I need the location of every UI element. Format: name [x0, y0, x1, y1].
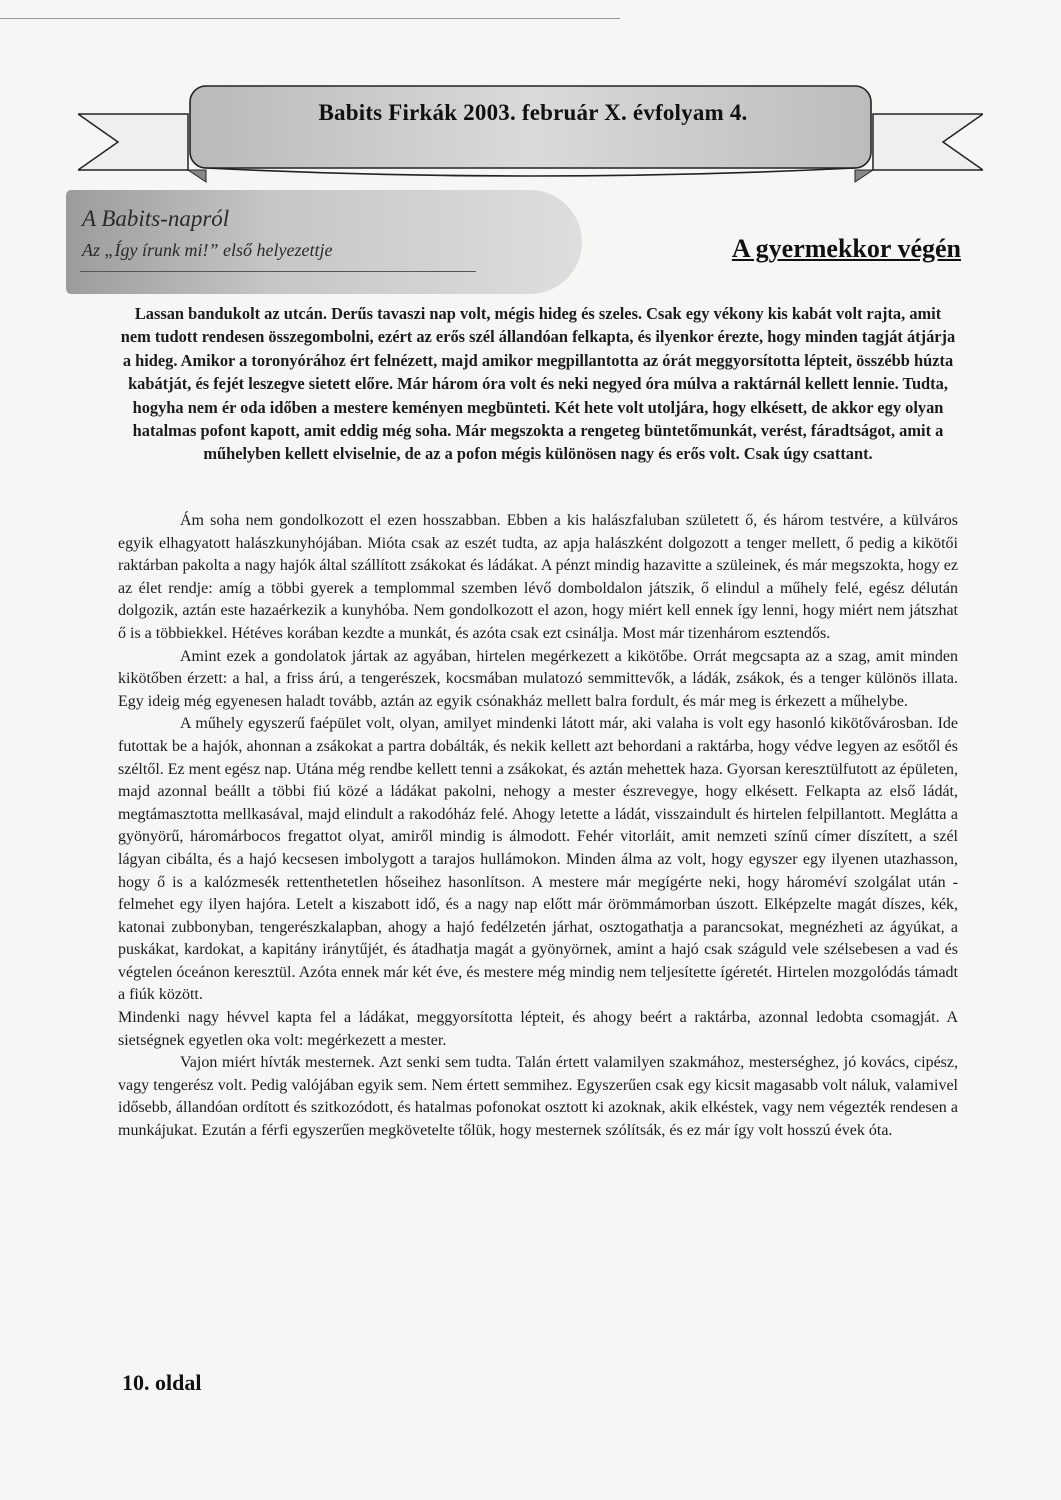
body-paragraph: Vajon miért hívták mesternek. Azt senki sem tudta. Talán értett valamilyen szakmához, mesterséghez, jó kovács, cipész, vagy tengerész volt. Pedig valójában egyik sem. Nem értett semmihez. Egyszerűen csak egy kicsit magasabb volt náluk, valamivel idősebb, állandóan ordított és szitkozódott, és hatalmas pofonokat osztott ki azoknak, akik elkéstek, vagy nem végezték rendesen a munkájukat. Ezután a férfi egyszerűen megkövetelte tőlük, hogy mesternek szólítsák, és ez már így volt hosszú évek óta. [118, 1054, 958, 1140]
article-title: A gyermekkor végén [731, 234, 961, 263]
page-number: 10. oldal [122, 1370, 202, 1395]
section-subtitle: Az „Így írunk mi!” első helyezettje [82, 240, 333, 260]
article-body [118, 510, 958, 1143]
body-paragraph: Amint ezek a gondolatok jártak az agyában, hirtelen megérkezett a kikötőbe. Orrát megcsapta az a szag, amit minden kikötőben érzett: a hal, a friss árú, a tengerészek, kocsmában mulatozó semmittevők, a ládák, zsákok, és a tenger különös illata. Egy ideig még egyenesen haladt tovább, aztán az egyik csónakház mellett balra fordult, és már meg is érkezett a műhelybe. [118, 647, 958, 710]
body-paragraph: Mindenki nagy hévvel kapta fel a ládákat, meggyorsította lépteit, és ahogy beért a raktárba, azonnal ledobta csomagját. A sietségnek egyetlen oka volt: megérkezett a mester. [118, 1009, 958, 1049]
section-title: A Babits-napról [82, 206, 230, 231]
article-intro: Lassan bandukolt az utcán. Derűs tavaszi nap volt, mégis hideg és szeles. Csak egy vékony kis kabát volt rajta, amit nem tudott rendesen összegombolni, ezért az erős szél állandóan felkapta, és ilyenkor érezte, hogy minden tagját átjárja a hideg. Amikor a toronyórához ért felnézett, majd amikor megpillantotta az órát meggyorsította lépteit, összébb húzta kabátját, és fejét leszegve sietett előre. Már három óra volt és neki negyed óra múlva a raktárnál kellett lennie. Tudta, hogyha nem ér oda időben a mestere keményen megbünteti. Két hete volt utoljára, hogy elkésett, de akkor egy olyan hatalmas pofont kapott, amit eddig még soha. Már megszokta a rengeteg büntetőmunkát, verést, fáradtságot, amit a műhelyben kellett elviselnie, de az a pofon mégis különösen nagy és erős volt. Csak úgy csattant. [120, 304, 956, 464]
masthead-title: Babits Firkák 2003. február X. évfolyam 4. [318, 100, 748, 125]
top-rule [0, 18, 620, 19]
masthead-banner [78, 72, 983, 192]
section-divider [80, 271, 476, 272]
body-paragraph: Ám soha nem gondolkozott el ezen hosszabban. Ebben a kis halászfaluban született ő, és három testvére, a külváros egyik elhagyatott halászkunyhójában. Mióta csak az eszét tudta, az apja halászként dolgozott a tenger mellett, ő pedig a kikötői raktárban pakolta a nagy hajók által szállított zsákokat és ládákat. A pénzt mindig hazavitte a szüleinek, és már megszokta, hogy ez az élet rendje: amíg a többi gyerek a templommal szemben lévő domboldalon játszik, ő elindul a műhely felé, egész délután dolgozik, aztán este hazaérkezik a kunyhóba. Nem gondolkozott el azon, hogy miért kell ennek így lenni, hogy miért nem játszhat ő is a többiekkel. Hétéves korában kezdte a munkát, és azóta csak ezt csinálja. Most már tizenhárom esztendős. [118, 512, 958, 642]
body-paragraph: A műhely egyszerű faépület volt, olyan, amilyet mindenki látott már, aki valaha is volt egy hasonló kikötővárosban. Ide futottak be a hajók, ahonnan a zsákokat a partra dobálták, és nekik kellett azt behordani a raktárba, hogy védve legyen az esőtől és széltől. Ez ment egész nap. Utána még rendbe kellett tenni a zsákokat, és aztán mehettek haza. Gyorsan keresztülfutott az épületen, majd azonnal beállt a többi fiú közé a ládákat pakolni, nehogy a mester észrevegye, hogy elkésett. Felkapta az első ládát, megtámasztotta mellkasával, majd elindult a rakodóház felé. Ahogy letette a ládát, visszaindult és hirtelen felpillantott. Meglátta a gyönyörű, háromárbocos fregattot olyat, amiről mindig is álmodott. Fehér vitorláit, amit nemzeti színű címer díszített, a szél lágyan cibálta, és a hajó kecsesen imbolygott a tarajos hullámokon. Minden álma az volt, hogy egyszer egy ilyenen utazhasson, hogy ő is a kalózmesék rettenthetetlen hőseihez hasonlítson. A mestere már megígérte neki, hogy hároméví szolgálat után -felmehet egy ilyen hajóra. Letelt a kiszabott idő, és a nagy nap előtt már örömmámorban úszott. Elképzelte magát díszes, kék, katonai zubbonyban, tengerészkalapban, ahogy a hajó fedélzetén járhat, osztogathatja a parancsokat, megnézheti az ágyúkat, a puskákat, kardokat, a kapitány iránytűjét, és átadhatja magát a gyönyörnek, amint a hajó csak száguld vele szélsebesen a vad és végtelen óceánon keresztül. Azóta ennek már két éve, és mestere még mindig nem teljesítette ígéretét. Hirtelen mozgolódás támadt a fiúk között. [118, 715, 958, 1004]
ribbon-graphic [78, 72, 983, 192]
